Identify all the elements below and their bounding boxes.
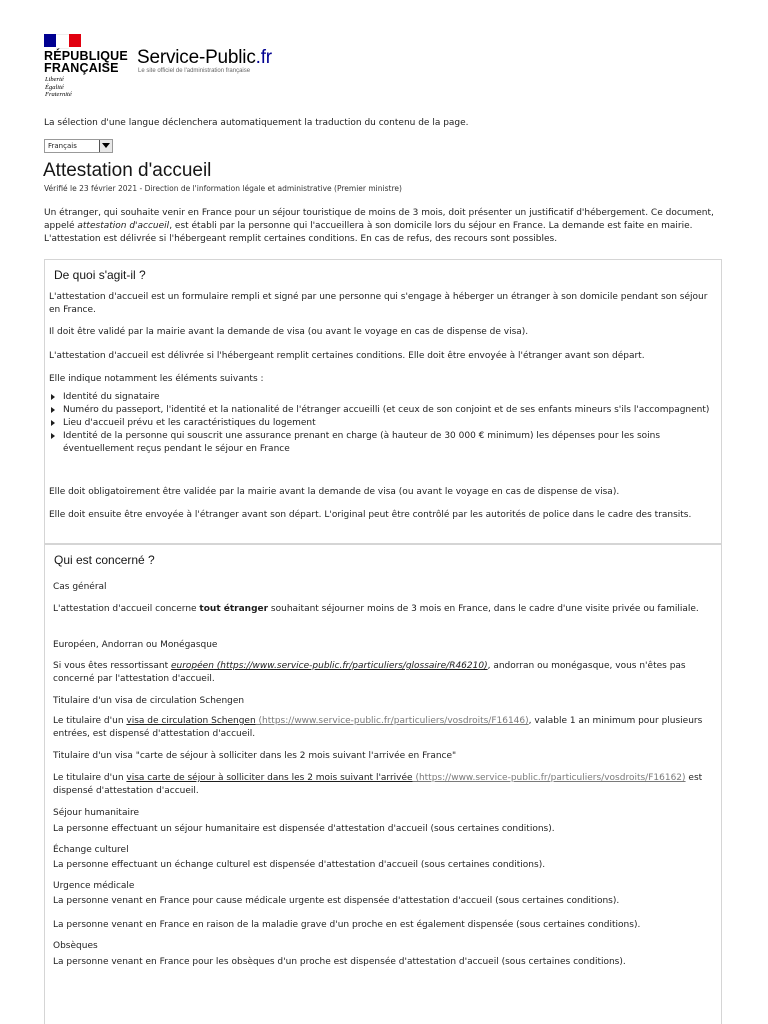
list-item: Identité de la personne qui souscrit une assurance prenant en charge (à hauteur de 30 000 € minimum) les dépenses pour les soins éventuellement reçus pendant le séjour en France	[49, 430, 719, 456]
paragraph: L'attestation d'accueil concerne tout étranger souhaitant séjourner moins de 3 mois en France, dans le cadre d'une visite privée ou familiale.	[53, 604, 699, 614]
paragraph: Il doit être validé par la mairie avant la demande de visa (ou avant le voyage en cas de dispense de visa).	[49, 327, 529, 337]
paragraph: L'attestation d'accueil est un formulaire rempli et signé par une personne qui s'engage à héberger un étranger à son domicile pendant son séjour en France.	[49, 292, 708, 315]
motto: Liberté Égalité Fraternité	[45, 76, 72, 98]
case-title: Européen, Andorran ou Monégasque	[53, 640, 218, 650]
french-flag-icon	[44, 34, 81, 47]
site-tagline: Le site officiel de l'administration française	[138, 68, 251, 74]
case-title: Urgence médicale	[53, 881, 135, 891]
paragraph: Elle doit obligatoirement être validée par la mairie avant la demande de visa (ou avant le voyage en cas de dispense de visa).	[49, 487, 620, 497]
case-title: Obsèques	[53, 941, 98, 951]
language-select-value: Français	[48, 142, 77, 150]
language-select[interactable]	[44, 139, 113, 153]
bullet-list	[49, 391, 719, 456]
paragraph: La personne venant en France pour les obsèques d'un proche est dispensée d'attestation d'accueil (sous certaines conditions).	[53, 957, 626, 967]
residence-card-visa-link[interactable]: visa carte de séjour à solliciter dans les 2 mois suivant l'arrivée	[126, 773, 413, 783]
chevron-down-icon[interactable]	[99, 140, 112, 152]
section-heading[interactable]: De quoi s'agit-il ?	[54, 268, 146, 282]
european-link-url[interactable]: (https://www.service-public.fr/particuliers/glossaire/R46210)	[213, 661, 488, 671]
case-title: Cas général	[53, 582, 107, 592]
european-link[interactable]: européen	[170, 661, 214, 671]
intro-emphasis: attestation d'accueil	[77, 221, 170, 231]
case-title: Séjour humanitaire	[53, 808, 140, 818]
site-header	[44, 34, 444, 104]
section-who-is-concerned	[44, 544, 722, 1024]
site-name[interactable]: Service-Public.fr	[137, 47, 272, 68]
case-title: Titulaire d'un visa de circulation Schengen	[53, 696, 245, 706]
case-title: Titulaire d'un visa "carte de séjour à solliciter dans les 2 mois suivant l'arrivée en France"	[53, 751, 457, 761]
schengen-visa-url[interactable]: (https://www.service-public.fr/particuliers/vosdroits/F16146)	[255, 716, 529, 726]
schengen-visa-link[interactable]: visa de circulation Schengen	[126, 716, 256, 726]
paragraph: La personne effectuant un échange culturel est dispensée d'attestation d'accueil (sous certaines conditions).	[53, 860, 546, 870]
section-what-is-it	[44, 259, 722, 544]
section-heading[interactable]: Qui est concerné ?	[54, 553, 155, 567]
list-item: Identité du signataire	[49, 391, 719, 404]
list-item: Numéro du passeport, l'identité et la nationalité de l'étranger accueilli (et ceux de son conjoint et de ses enfants mineurs s'ils l'accompagnent)	[49, 404, 719, 417]
paragraph: Elle indique notamment les éléments suivants :	[49, 374, 264, 384]
paragraph: Elle doit ensuite être envoyée à l'étranger avant son départ. L'original peut être contrôlé par les autorités de police dans le cadre des transits.	[49, 510, 692, 520]
paragraph: La personne effectuant un séjour humanitaire est dispensée d'attestation d'accueil (sous certaines conditions).	[53, 824, 555, 834]
language-notice: La sélection d'une langue déclenchera automatiquement la traduction du contenu de la page.	[44, 118, 469, 128]
verified-date: Vérifié le 23 février 2021 - Direction de l'information légale et administrative (Premier ministre)	[44, 184, 402, 193]
paragraph: L'attestation d'accueil est délivrée si l'hébergeant remplit certaines conditions. Elle doit être envoyée à l'étranger avant son départ.	[49, 351, 645, 361]
paragraph: Si vous êtes ressortissant européen (https://www.service-public.fr/particuliers/glossaire/R46210), andorran ou monégasque, vous n'êtes pas concerné par l'attestation d'accueil.	[53, 661, 686, 684]
list-item: Lieu d'accueil prévu et les caractéristiques du logement	[49, 417, 719, 430]
paragraph: Le titulaire d'un visa de circulation Schengen (https://www.service-public.fr/particuliers/vosdroits/F16146), valable 1 an minimum pour plusieurs entrées, est dispensé d'attestation d'accueil.	[53, 716, 703, 739]
residence-card-visa-url[interactable]: (https://www.service-public.fr/particuliers/vosdroits/F16162)	[412, 773, 686, 783]
page-title: Attestation d'accueil	[43, 160, 212, 181]
republique-francaise-logo[interactable]: RÉPUBLIQUE FRANÇAISE	[44, 49, 128, 75]
paragraph: Le titulaire d'un visa carte de séjour à solliciter dans les 2 mois suivant l'arrivée (https://www.service-public.fr/particuliers/vosdroits/F16162) est dispensé d'attestation d'accueil.	[53, 773, 703, 796]
paragraph: La personne venant en France en raison de la maladie grave d'un proche en est également dispensée (sous certaines conditions).	[53, 920, 641, 930]
paragraph: La personne venant en France pour cause médicale urgente est dispensée d'attestation d'accueil (sous certaines conditions).	[53, 896, 620, 906]
intro-paragraph: Un étranger, qui souhaite venir en France pour un séjour touristique de moins de 3 mois, doit présenter un justificatif d'hébergement. Ce document, appelé attestation d'accueil, est établi par la personne qui l'accueillera à son domicile lors du séjour en France. La demande est faite en mairie. L'attestation est délivrée si l'hébergeant remplit certaines conditions. En cas de refus, des recours sont possibles.	[44, 208, 714, 244]
case-title: Échange culturel	[53, 845, 129, 855]
